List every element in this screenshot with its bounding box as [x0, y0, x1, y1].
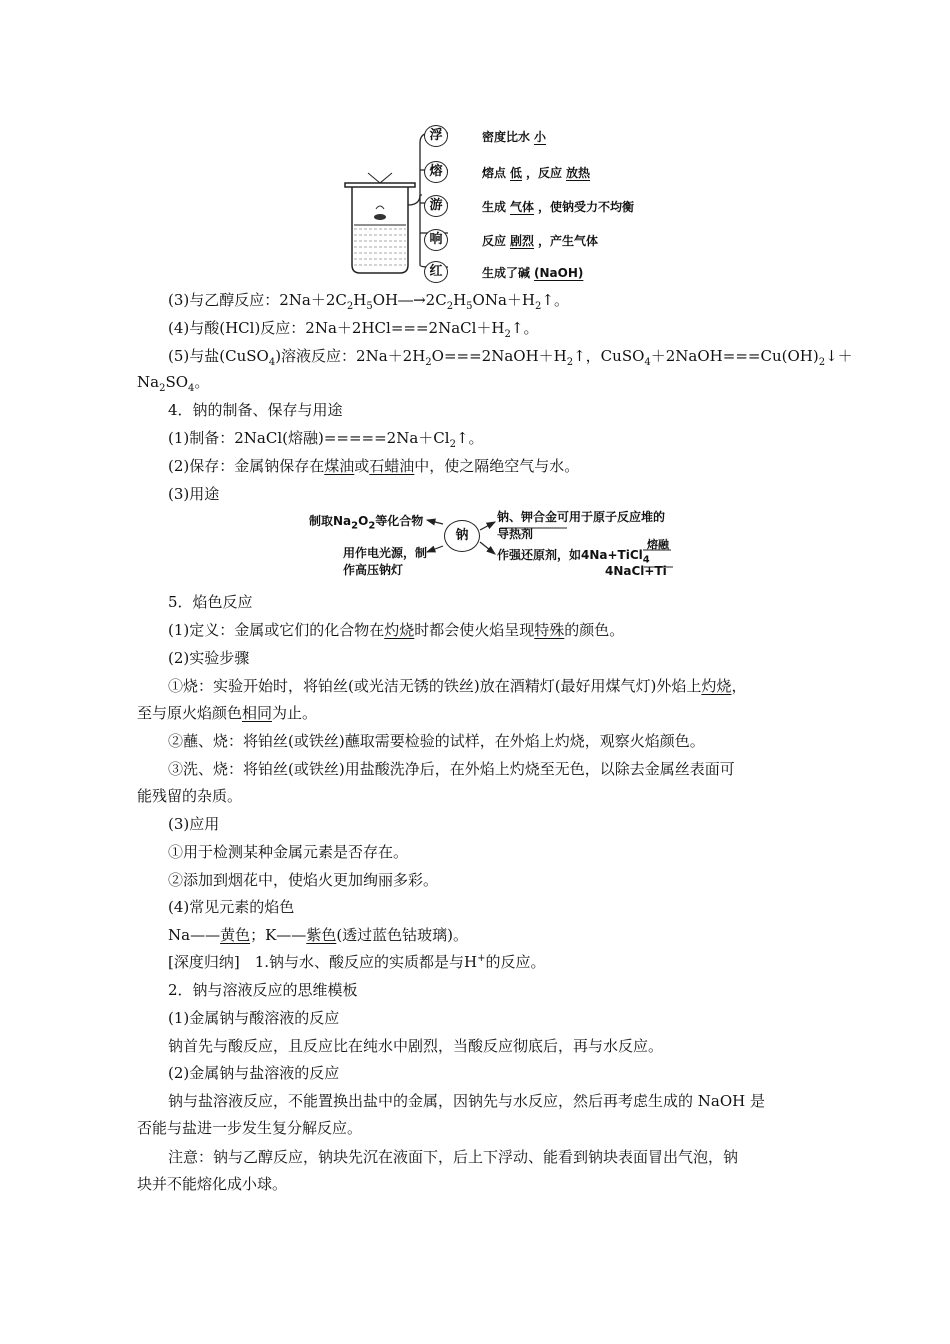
phenomenon-label: 密度比水 小 [482, 130, 547, 144]
flame-step-2: ②蘸、烧：将铂丝(或铁丝)蘸取需要检验的试样，在外焰上灼烧，观察火焰颜色。 [168, 732, 705, 750]
template-salt-label: (2)金属钠与盐溶液的反应 [168, 1064, 340, 1082]
phenomenon-circle: 游 [424, 195, 448, 217]
flame-application-label: (3)应用 [168, 815, 220, 833]
phenomenon-circle: 响 [424, 229, 448, 251]
use-reducer-product: 4NaCl+Ti [605, 564, 667, 578]
flame-definition: (1)定义：金属或它们的化合物在灼烧时都会使火焰呈现特殊的颜色。 [168, 621, 625, 639]
template-acid-label: (1)金属钠与酸溶液的反应 [168, 1009, 340, 1027]
phenomenon-circle: 熔 [424, 161, 448, 183]
flame-step-1-cont: 至与原火焰颜色相同为止。 [137, 704, 318, 722]
template-acid-text: 钠首先与酸反应，且反应比在纯水中剧烈，当酸反应彻底后，再与水反应。 [168, 1037, 664, 1055]
phenomenon-circle: 浮 [424, 125, 448, 147]
template-salt-cont: 否能与盐进一步发生复分解反应。 [137, 1119, 363, 1137]
phenomenon-label: 生成 气体 ，使钠受力不均衡 [482, 200, 635, 214]
flame-step-3: ③洗、烧：将铂丝(或铁丝)用盐酸洗净后，在外焰上灼烧至无色，以除去金属丝表面可 [168, 760, 735, 778]
flame-application-1: ①用于检测某种金属元素是否存在。 [168, 843, 409, 861]
ethanol-reaction: (3)与乙醇反应：$2Na+2C_2H_5OH―\to 2C_2H_5ONa+H_2↑$。 [168, 291, 569, 312]
use-coolant-1: 钠、钾合金可用于原子反应堆的 [497, 510, 666, 524]
flame-step-3-cont: 能残留的杂质。 [137, 787, 243, 805]
sodium-storage: (2)保存：金属钠保存在煤油或石蜡油中，使之隔绝空气与水。 [168, 457, 580, 475]
flame-steps-label: (2)实验步骤 [168, 649, 250, 667]
phenomenon-label: 生成了碱 (NaOH) [482, 266, 584, 280]
phenomenon-label: 反应 剧烈 ，产生气体 [482, 234, 599, 248]
acid-reaction: (4)与酸(HCl)反应：$2Na+2HCl===2NaCl+H_2↑$。 [168, 319, 539, 340]
flame-colors: Na——黄色；K——紫色(透过蓝色钴玻璃)。 [168, 926, 469, 944]
salt-reaction-cont: $Na_2SO_4$。 [137, 373, 210, 394]
note-cont: 块并不能熔化成小球。 [137, 1175, 288, 1193]
note-text: 注意：钠与乙醇反应，钠块先沉在液面下，后上下浮动、能看到钠块表面冒出气泡，钠 [168, 1148, 739, 1166]
flame-step-1: ①烧：实验开始时，将铂丝(或光洁无锈的铁丝)放在酒精灯(最好用煤气灯)外焰上灼烧， [168, 677, 747, 695]
use-lamp-1: 用作电光源，制 [343, 546, 428, 560]
use-lamp-2: 作高压钠灯 [343, 563, 404, 577]
use-compounds: 制取$Na_2O_2$等化合物 [309, 514, 424, 532]
phenomenon-circle: 红 [424, 261, 448, 283]
sodium-water-diagram [340, 125, 660, 280]
flame-application-2: ②添加到烟花中，使焰火更加绚丽多彩。 [168, 871, 439, 889]
use-coolant-2: 导热剂 [497, 527, 534, 541]
use-reducer: 作强还原剂，如4Na+TiCl$_4$ [497, 548, 650, 566]
section-4-title: 4．钠的制备、保存与用途 [168, 401, 343, 419]
section-5-title: 5．焰色反应 [168, 593, 253, 611]
sodium-uses-diagram [305, 506, 695, 582]
phenomenon-label: 熔点 低 ，反应 放热 [482, 166, 591, 180]
template-title: 2．钠与溶液反应的思维模板 [168, 981, 358, 999]
use-reducer-condition: 熔融 [647, 538, 669, 551]
deep-summary: [深度归纳] 1.钠与水、酸反应的实质都是与H+的反应。 [168, 953, 546, 971]
sodium-center-node: 钠 [444, 520, 480, 552]
flame-colors-label: (4)常见元素的焰色 [168, 898, 295, 916]
salt-reaction: (5)与盐(CuSO$_4$)溶液反应：$2Na+2H_2O===2NaOH+H_2↑$，$CuSO_4+2NaOH===Cu(OH)_2↓+$ [168, 347, 853, 368]
sodium-uses-label: (3)用途 [168, 485, 220, 503]
sodium-preparation: (1)制备：2NaCl(熔融)$=====2Na+Cl_2↑$。 [168, 429, 484, 450]
template-salt-text: 钠与盐溶液反应，不能置换出盐中的金属，因钠先与水反应，然后再考虑生成的 NaOH 是 [168, 1092, 765, 1110]
